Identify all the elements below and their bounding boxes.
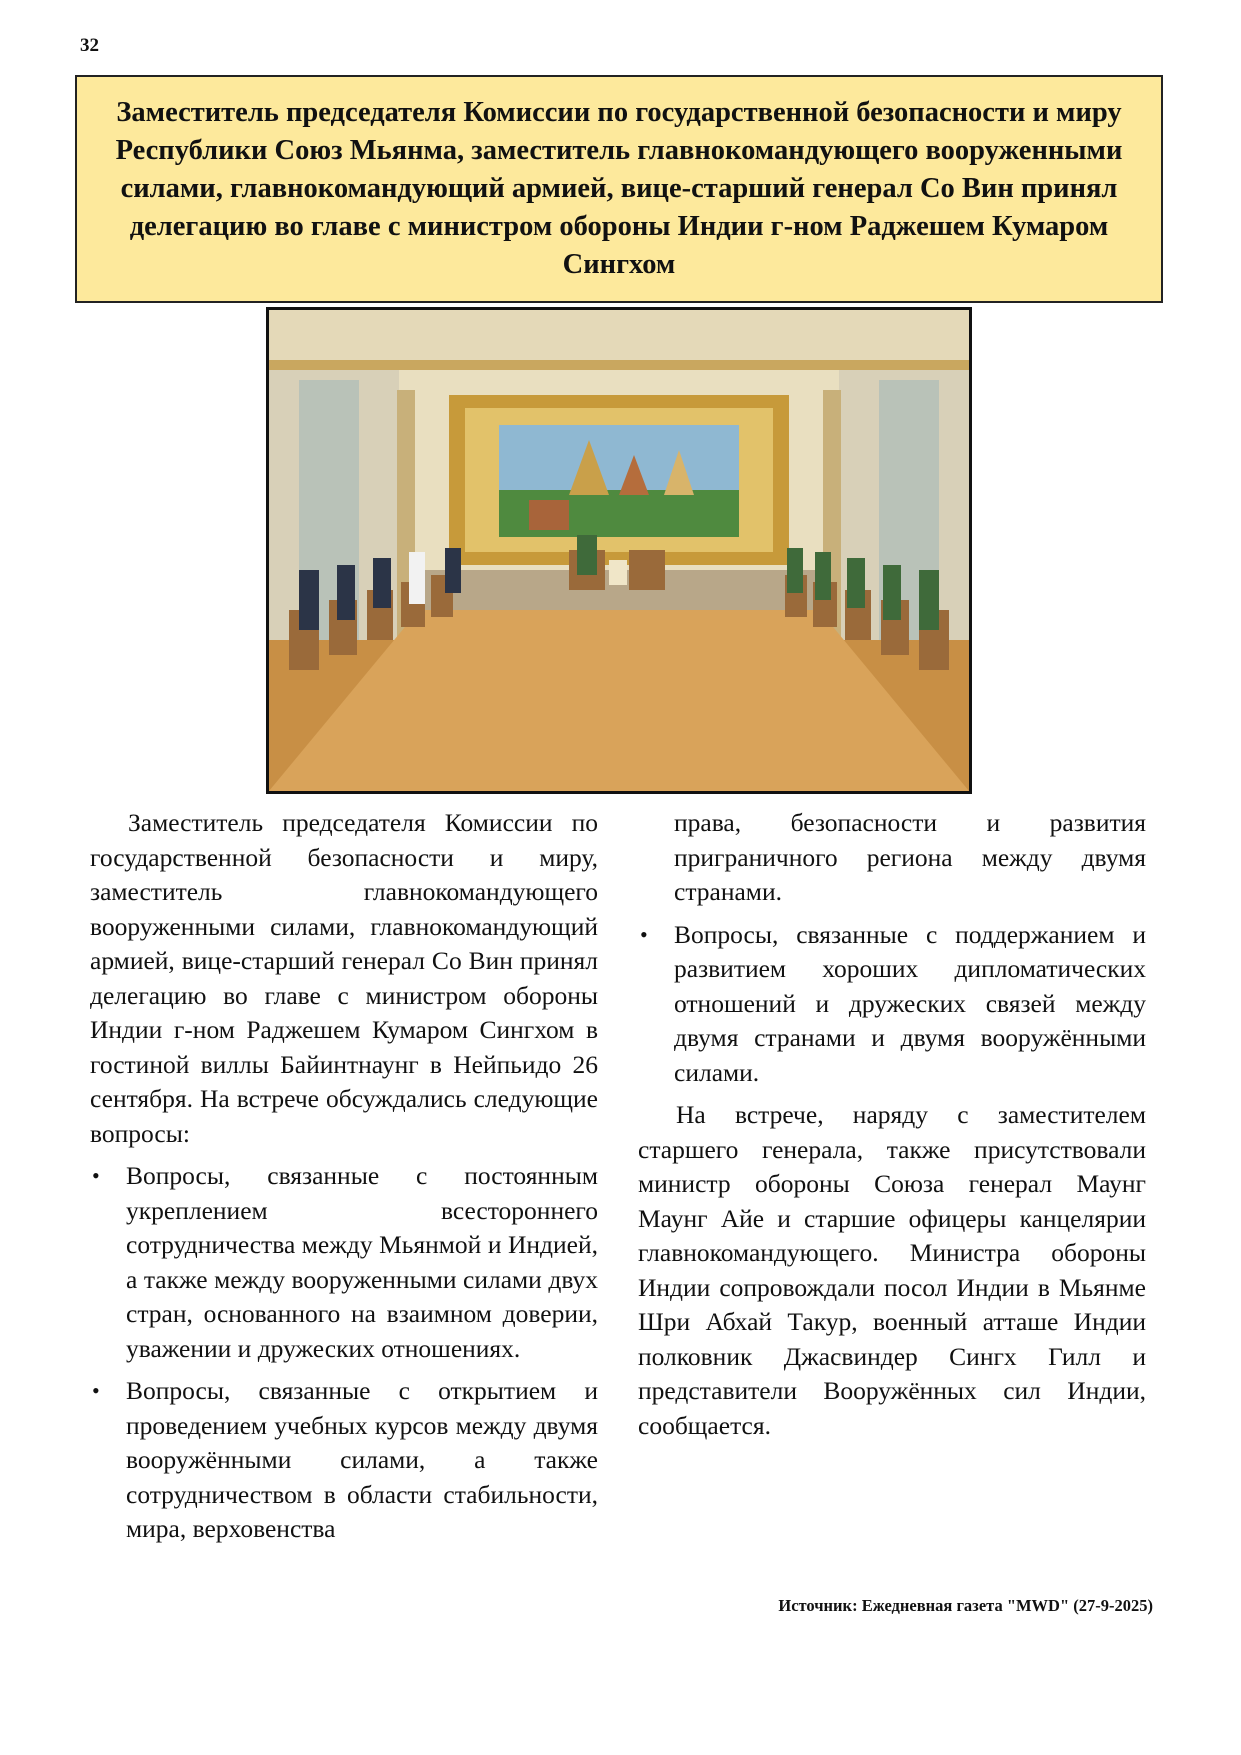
article-closing: На встрече, наряду с заместителем старшего генерала, также присутствовали министр обороны Союза генерал Маунг Маунг Айе и старшие офицеры канцелярии главнокомандующего. Министра обороны Индии сопровождали посол Индии в Мьянме Шри Абхай Такур, военный атташе Индии полковник Джасвиндер Сингх Гилл и представители Вооружённых сил Индии, сообщается. <box>638 1100 1146 1440</box>
bullet-icon: • <box>640 921 648 947</box>
meeting-photo <box>266 307 972 794</box>
topic-2-continued: права, безопасности и развития приграничного региона между двумя странами. <box>674 808 1146 906</box>
article-intro: Заместитель председателя Комиссии по государственной безопасности и миру, заместитель главнокомандующего вооруженными силами, главнокомандующий армией, вице-старший генерал Со Вин принял делегацию во главе с министром обороны Индии г-ном Раджешем Кумаром Сингхом в гостиной виллы Байинтнаунг в Нейпьидо 26 сентября. На встрече обсуждались следующие вопросы: <box>90 808 598 1148</box>
headline: Заместитель председателя Комиссии по государственной безопасности и миру Республики Союз Мьянма, заместитель главнокомандующего вооруженными силами, главнокомандующий армией, вице-старший генерал Со Вин принял делегацию во главе с министром обороны Индии г-ном Раджешем Кумаром Сингхом <box>115 97 1123 280</box>
topic-2: Вопросы, связанные с открытием и проведением учебных курсов между двумя вооружёнными силами, а также сотрудничеством в области стабильности, мира, верховенства <box>126 1376 598 1543</box>
topic-3: Вопросы, связанные с поддержанием и развитием хороших дипломатических отношений и дружеских связей между двумя странами и двумя вооружёнными силами. <box>674 919 1146 1087</box>
page-number: 32 <box>80 35 99 56</box>
topics-list <box>90 1159 598 1547</box>
source-credit: Источник: Ежедневная газета "MWD" (27-9-2025) <box>778 1596 1153 1615</box>
bullet-icon: • <box>92 1163 100 1188</box>
list-item <box>90 1374 598 1547</box>
article-left-column <box>90 806 598 1555</box>
list-item <box>90 1159 598 1366</box>
bullet-icon: • <box>92 1378 100 1403</box>
headline-box <box>75 75 1163 303</box>
article-right-column <box>638 806 1146 1451</box>
meeting-hall-photo-icon <box>269 310 969 791</box>
topic-1: Вопросы, связанные с постоянным укреплением всестороннего сотрудничества между Мьянмой и Индией, а также между вооруженными силами двух стран, основанного на взаимном доверии, уважении и дружеских отношениях. <box>126 1161 598 1363</box>
topics-list <box>638 918 1146 1091</box>
list-item <box>638 918 1146 1091</box>
